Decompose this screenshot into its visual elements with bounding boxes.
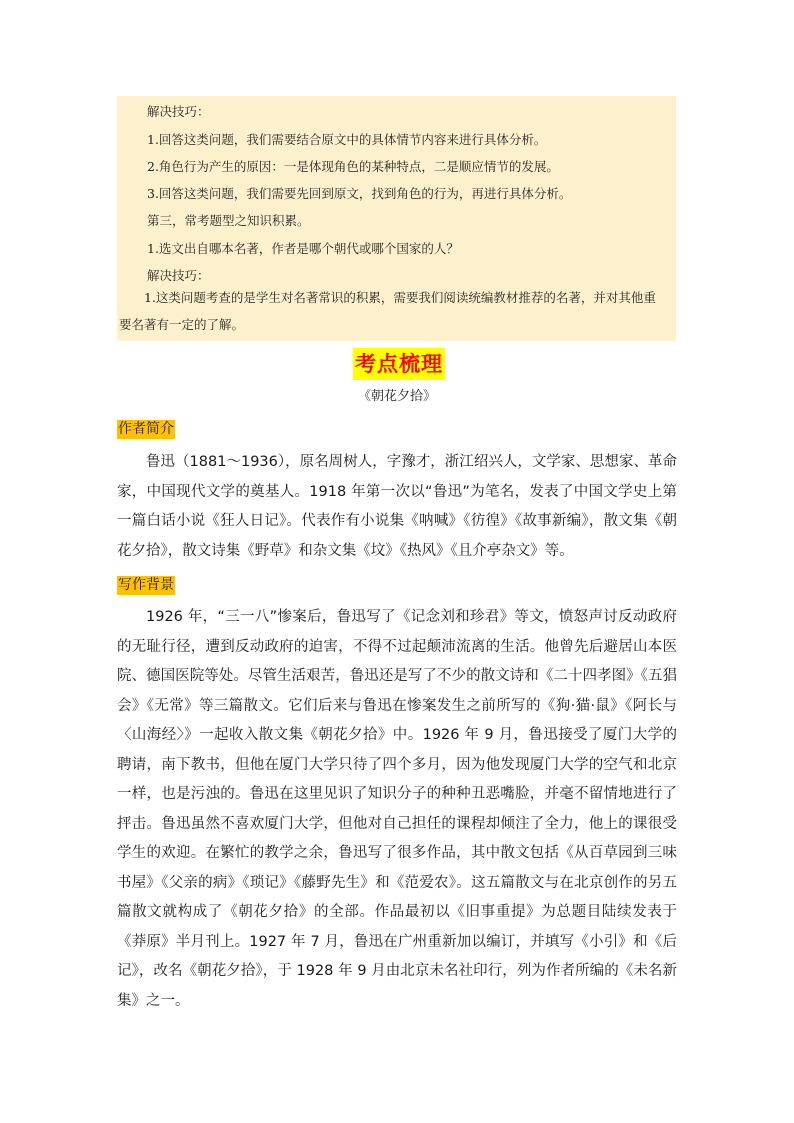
tips-line: 2.角色行为产生的原因：一是体现角色的某种特点，二是顺应情节的发展。 bbox=[147, 159, 559, 174]
section-title: 考点梳理 bbox=[353, 348, 445, 380]
tips-line: 1.回答这类问题，我们需要结合原文中的具体情节内容来进行具体分析。 bbox=[147, 132, 547, 147]
tips-line: 1.选文出自哪本名著，作者是哪个朝代或哪个国家的人？ bbox=[147, 241, 459, 256]
background-heading: 写作背景 bbox=[118, 577, 174, 593]
author-intro-paragraph: 鲁迅（1881～1936），原名周树人，字豫才，浙江绍兴人，文学家、思想家、革命家，中国现代文学的奠基人。1918 年第一次以“鲁迅”为笔名，发表了中国文学史上第一篇白话小说《狂人日记》。代表作有小说集《呐喊》《彷徨》《故事新编》，散文集《朝花夕拾》，散文诗集《野草》和杂文集《坟》《热风》《且介亭杂文》等。 bbox=[117, 454, 677, 559]
tips-line: 解决技巧： bbox=[147, 268, 210, 283]
tips-line: 3.回答这类问题，我们需要先回到原文，找到角色的行为，再进行具体分析。 bbox=[147, 186, 572, 201]
book-title: 《朝花夕拾》 bbox=[357, 389, 436, 404]
author-intro-heading: 作者简介 bbox=[118, 421, 174, 437]
tips-last-paragraph: 1.这类问题考查的是学生对名著常识的积累，需要我们阅读统编教材推荐的名著，并对其他重要名著有一定的了解。 bbox=[119, 290, 656, 332]
tips-box bbox=[117, 96, 676, 341]
tips-line: 第三，常考题型之知识积累。 bbox=[147, 213, 310, 228]
tips-line: 解决技巧： bbox=[147, 104, 210, 119]
background-paragraph: 1926 年，“三一八”惨案后，鲁迅写了《记念刘和珍君》等文，愤怒声讨反动政府的无耻行径，遭到反动政府的迫害，不得不过起颠沛流离的生活。他曾先后避居山本医院、德国医院等处。尽管生活艰苦，鲁迅还是写了不少的散文诗和《二十四孝图》《五猖会》《无常》等三篇散文。它们后来与鲁迅在惨案发生之前所写的《狗·猫·鼠》《阿长与〈山海经〉》一起收入散文集《朝花夕拾》中。1926 年 9 月，鲁迅接受了厦门大学的聘请，南下教书，但他在厦门大学只待了四个多月，因为他发现厦门大学的空气和北京一样，也是污浊的。鲁迅在这里见识了知识分子的种种丑恶嘴脸，并毫不留情地进行了抨击。鲁迅虽然不喜欢厦门大学，但他对自己担任的课程却倾注了全力，他上的课很受学生的欢迎。在繁忙的教学之余，鲁迅写了很多作品，其中散文包括《从百草园到三味书屋》《父亲的病》《琐记》《藤野先生》和《范爱农》。这五篇散文与在北京创作的另五篇散文就构成了《朝花夕拾》的全部。作品最初以《旧事重提》为总题目陆续发表于《莽原》半月刊上。1927 年 7 月，鲁迅在广州重新加以编订，并填写《小引》和《后记》，改名《朝花夕拾》，于 1928 年 9 月由北京未名社印行，列为作者所编的《未名新集》之一。 bbox=[117, 609, 677, 1009]
